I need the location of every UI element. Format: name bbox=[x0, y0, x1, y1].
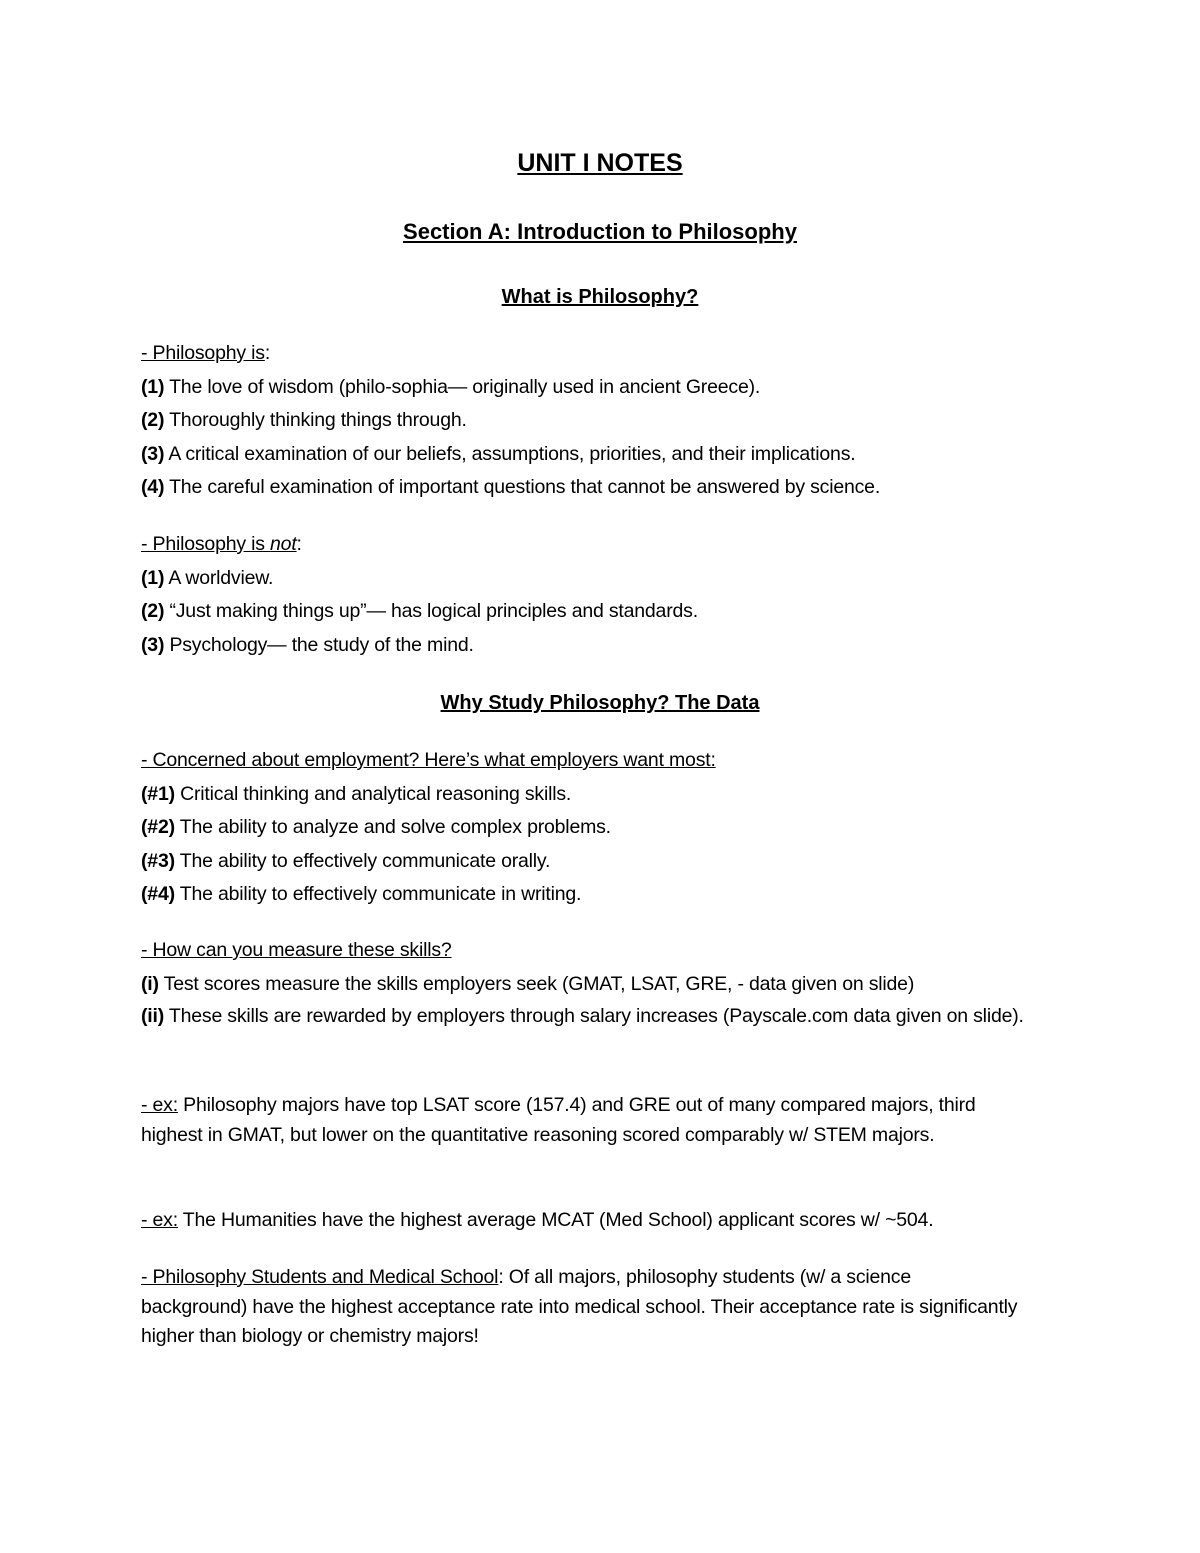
list-item: (2) Thoroughly thinking things through. bbox=[141, 409, 467, 431]
list-item: (4) The careful examination of important questions that cannot be answered by science. bbox=[141, 476, 881, 498]
list-item: (#3) The ability to effectively communicate orally. bbox=[141, 849, 551, 872]
example-lsat bbox=[141, 1091, 1036, 1150]
list-item: (#4) The ability to effectively communicate in writing. bbox=[141, 883, 582, 905]
list-item: (#2) The ability to analyze and solve complex problems. bbox=[141, 816, 611, 838]
list-item: (3) Psychology— the study of the mind. bbox=[141, 633, 474, 656]
page-title: UNIT I NOTES bbox=[517, 149, 683, 177]
medical-school-paragraph bbox=[141, 1263, 1021, 1352]
measure-label: - How can you measure these skills? bbox=[141, 939, 452, 961]
list-item: (i) Test scores measure the skills employers seek (GMAT, LSAT, GRE, - data given on slide) bbox=[141, 972, 915, 995]
philosophy-is-list bbox=[141, 339, 1041, 507]
why-study-heading: Why Study Philosophy? The Data bbox=[440, 692, 760, 714]
list-item: (#1) Critical thinking and analytical reasoning skills. bbox=[141, 782, 572, 805]
employment-list bbox=[141, 746, 1041, 914]
philosophy-is-not-list bbox=[141, 530, 1041, 664]
list-item: (1) A worldview. bbox=[141, 566, 274, 589]
employment-label: - Concerned about employment? Here’s what employers want most: bbox=[141, 749, 716, 771]
measure-skills-list bbox=[141, 936, 1041, 1032]
list-item: (ii) These skills are rewarded by employers through salary increases (Payscale.com data given on slide). bbox=[141, 1005, 1024, 1027]
example-paragraph: - ex: The Humanities have the highest average MCAT (Med School) applicant scores w/ ~504. bbox=[141, 1209, 934, 1231]
philosophy-is-label: - Philosophy is: bbox=[141, 342, 271, 364]
philosophy-is-not-label: - Philosophy is not: bbox=[141, 533, 302, 555]
section-heading: Section A: Introduction to Philosophy bbox=[403, 219, 797, 244]
example-mcat bbox=[141, 1206, 1041, 1236]
example-paragraph: - ex: Philosophy majors have top LSAT score (157.4) and GRE out of many compared majors, third highest in GMAT, but lower on the quantitative reasoning scored comparably w/ STEM majors. bbox=[141, 1094, 976, 1146]
list-item: (2) “Just making things up”— has logical principles and standards. bbox=[141, 600, 698, 622]
list-item: (1) The love of wisdom (philo-sophia— originally used in ancient Greece). bbox=[141, 375, 761, 398]
medical-paragraph: - Philosophy Students and Medical School: Of all majors, philosophy students (w/ a science background) have the highest acceptance rate into medical school. Their acceptance rate is significantly higher than biology or chemistry majors! bbox=[141, 1266, 1018, 1347]
list-item: (3) A critical examination of our beliefs, assumptions, priorities, and their implications. bbox=[141, 442, 856, 465]
what-is-heading: What is Philosophy? bbox=[501, 286, 699, 308]
